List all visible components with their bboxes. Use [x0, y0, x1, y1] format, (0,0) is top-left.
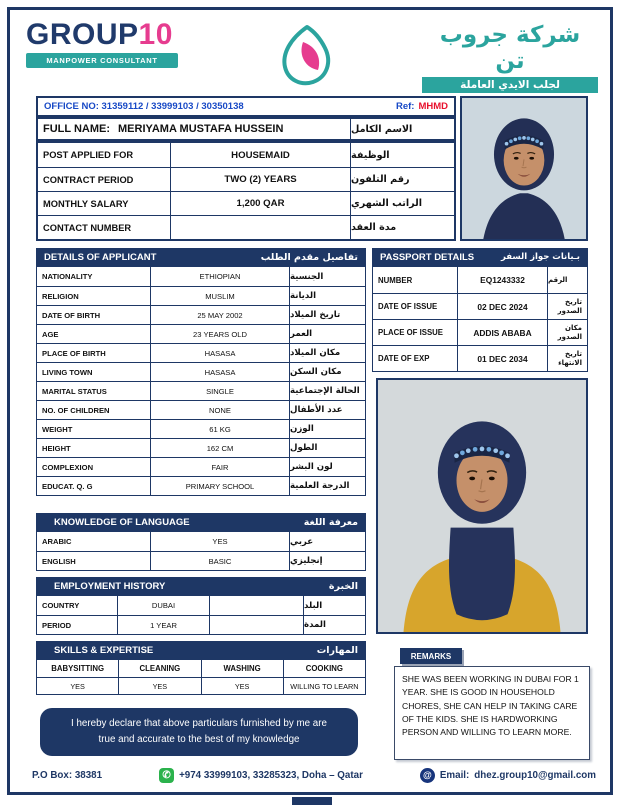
field-value: SINGLE — [150, 382, 289, 400]
field-value: ETHIOPIAN — [150, 267, 289, 286]
field-label: MONTHLY SALARY — [43, 198, 129, 209]
phone-group — [159, 768, 363, 783]
declaration-text: I hereby declare that above particulars furnished by me are true and accurate to the best of my knowledge — [71, 718, 327, 745]
table-row — [37, 267, 365, 286]
remarks-title: REMARKS — [410, 651, 452, 661]
table-row — [37, 381, 365, 400]
language-title-arabic: معرفة اللغة — [303, 516, 358, 528]
table-row — [37, 286, 365, 305]
skills-title: SKILLS & EXPERTISE — [54, 644, 154, 656]
field-label-arabic: عربي — [289, 532, 365, 551]
field-label: COMPLEXION — [42, 462, 94, 472]
company-name-block — [422, 22, 598, 93]
fullname-cell — [38, 119, 350, 139]
field-value: 01 DEC 2034 — [457, 346, 547, 371]
field-value: 25 MAY 2002 — [150, 306, 289, 324]
table-row — [38, 215, 454, 239]
field-label: NO. OF CHILDREN — [42, 405, 110, 415]
field-label: COUNTRY — [42, 601, 80, 610]
field-label: NUMBER — [378, 275, 413, 285]
field-value: 1 YEAR — [117, 616, 209, 634]
field-label: ARABIC — [42, 537, 72, 546]
field-value: HOUSEMAID — [170, 143, 350, 167]
field-value: FAIR — [150, 458, 289, 476]
field-label: AGE — [42, 329, 59, 339]
field-value: TWO (2) YEARS — [170, 168, 350, 191]
field-value — [170, 216, 350, 239]
field-label: NATIONALITY — [42, 272, 93, 281]
remarks-text: SHE WAS BEEN WORKING IN DUBAI FOR 1 YEAR. SHE IS GOOD IN HOUSEHOLD CHORES, SHE CAN HELP IN TAKING CARE OF THE KIDS. SHE IS HARDWORKING PERSON AND WILLING TO LEARN MORE. — [402, 674, 579, 738]
field-label-arabic: تاريخ الانتهاء — [547, 346, 587, 371]
field-label-arabic: الوظيفة — [350, 143, 454, 167]
logo-mark-icon — [272, 22, 342, 90]
empty-cell — [209, 616, 303, 634]
field-label: ENGLISH — [42, 556, 76, 566]
table-row — [38, 191, 454, 215]
details-title-arabic: تفاصيل مقدم الطلب — [260, 251, 358, 263]
field-label-arabic: مكان الصدور — [547, 320, 587, 345]
table-row — [37, 476, 365, 495]
employment-section-header — [36, 577, 366, 595]
table-row — [38, 167, 454, 191]
table-row — [373, 345, 587, 371]
column-header: CLEANING — [118, 660, 200, 677]
field-label: EDUCAT. Q. G — [42, 481, 93, 491]
field-value: 23 YEARS OLD — [150, 325, 289, 343]
table-row — [37, 596, 365, 615]
skills-header-row — [37, 660, 365, 677]
field-label-arabic: البلد — [303, 596, 365, 615]
ref-label: Ref: — [395, 101, 415, 112]
field-value: HASASA — [150, 344, 289, 362]
field-label-arabic: الرقم — [547, 267, 587, 293]
logo-group-text: GROUP — [26, 18, 139, 51]
table-row — [37, 457, 365, 476]
field-label: DATE OF EXP — [378, 354, 430, 363]
field-label-arabic: رقم التلفون — [350, 168, 454, 191]
skills-section-header — [36, 641, 366, 659]
fullname-label-arabic: الاسم الكامل — [350, 119, 454, 139]
employment-table — [36, 595, 366, 635]
field-label: WEIGHT — [42, 424, 73, 434]
field-label: HEIGHT — [42, 443, 71, 453]
field-label-arabic: الراتب الشهري — [350, 192, 454, 215]
remarks-box — [394, 666, 590, 760]
fullname-row — [36, 117, 456, 141]
field-label-arabic: إنجليزي — [289, 552, 365, 570]
field-label: POST APPLIED FOR — [43, 150, 134, 160]
table-row — [373, 293, 587, 319]
passport-section-header — [372, 248, 588, 266]
applicant-photo-large — [376, 378, 588, 634]
employment-title-arabic: الخبرة — [328, 580, 358, 592]
whatsapp-icon: ✆ — [159, 768, 174, 783]
field-label-arabic: مكان الميلاد — [289, 344, 365, 362]
bottom-page-tab — [292, 797, 332, 805]
email-label: Email: — [439, 769, 470, 781]
pobox-text: P.O Box: 38381 — [32, 769, 103, 781]
field-label-arabic: الدرجة العلمية — [289, 477, 365, 495]
table-row — [37, 305, 365, 324]
table-row — [37, 400, 365, 419]
field-value: NONE — [150, 401, 289, 419]
field-label: RELIGION — [42, 291, 79, 301]
language-table — [36, 531, 366, 571]
field-label-arabic: العمر — [289, 325, 365, 343]
table-row — [373, 267, 587, 293]
email-group — [420, 768, 596, 783]
skill-value: YES — [118, 678, 200, 694]
company-name-arabic: شركة جروب تن — [439, 22, 581, 74]
logo-ten-text: 10 — [138, 18, 173, 51]
empty-cell — [209, 596, 303, 615]
field-label-arabic: الطول — [289, 439, 365, 457]
fullname-value: MERIYAMA MUSTAFA HUSSEIN — [118, 123, 284, 135]
passport-table — [372, 266, 588, 372]
ref — [396, 101, 448, 112]
field-label-arabic: الحالة الإجتماعية — [289, 382, 365, 400]
applicant-photo-small — [460, 96, 588, 241]
table-row — [38, 143, 454, 167]
field-label-arabic: تاريخ الصدور — [547, 294, 587, 319]
field-value: MUSLIM — [150, 287, 289, 305]
language-section-header — [36, 513, 366, 531]
email-address: dhez.group10@gmail.com — [474, 769, 596, 781]
page-border — [7, 7, 613, 795]
skill-value: YES — [201, 678, 283, 694]
identity-table — [36, 141, 456, 241]
table-row — [37, 419, 365, 438]
field-label-arabic: الجنسية — [289, 267, 365, 286]
table-row — [37, 551, 365, 570]
field-value: 61 KG — [150, 420, 289, 438]
field-label-arabic: تاريخ الميلاد — [289, 306, 365, 324]
field-value: HASASA — [150, 363, 289, 381]
field-label: PLACE OF ISSUE — [378, 328, 443, 337]
field-label: CONTACT NUMBER — [43, 222, 132, 233]
field-label-arabic: مكان السكن — [289, 363, 365, 381]
ref-value: MHMD — [418, 101, 448, 112]
field-label-arabic: لون البشر — [289, 458, 365, 476]
field-value: 1,200 QAR — [170, 192, 350, 215]
field-value: BASIC — [150, 552, 289, 570]
table-row — [37, 615, 365, 634]
skill-value: WILLING TO LEARN — [283, 678, 365, 694]
field-label: CONTRACT PERIOD — [43, 174, 134, 185]
details-table — [36, 266, 366, 496]
table-row — [37, 362, 365, 381]
phone-numbers: +974 33999103, 33285323, Doha – Qatar — [179, 769, 363, 781]
field-value: 02 DEC 2024 — [457, 294, 547, 319]
field-value: PRIMARY SCHOOL — [150, 477, 289, 495]
field-value: ADDIS ABABA — [457, 320, 547, 345]
logo-tagline: MANPOWER CONSULTANT — [26, 53, 178, 68]
passport-title-arabic: بـيانات جواز السفر — [500, 252, 580, 262]
field-label-arabic: مدة العقد — [350, 216, 454, 239]
field-value: DUBAI — [117, 596, 209, 615]
field-label-arabic: عدد الأطفال — [289, 401, 365, 419]
details-section-header — [36, 248, 366, 266]
table-row — [37, 532, 365, 551]
employment-title: EMPLOYMENT HISTORY — [54, 580, 166, 592]
skills-value-row — [37, 677, 365, 694]
field-label: LIVING TOWN — [42, 367, 93, 377]
language-title: KNOWLEDGE OF LANGUAGE — [54, 516, 190, 528]
office-number: OFFICE NO: 31359112 / 33999103 / 30350138 — [44, 101, 244, 112]
table-row — [37, 324, 365, 343]
column-header: COOKING — [283, 660, 365, 677]
table-row — [373, 319, 587, 345]
field-value: EQ1243332 — [457, 267, 547, 293]
column-header: BABYSITTING — [51, 664, 105, 673]
field-value: YES — [150, 532, 289, 551]
brand-logo-text — [26, 20, 178, 50]
field-value: 162 CM — [150, 439, 289, 457]
field-label: PLACE OF BIRTH — [42, 348, 106, 358]
email-icon: @ — [420, 768, 435, 783]
table-row — [37, 343, 365, 362]
field-label: PERIOD — [42, 620, 72, 630]
field-label-arabic: المدة — [303, 616, 365, 634]
field-label: DATE OF BIRTH — [42, 310, 101, 320]
field-label-arabic: الديانة — [289, 287, 365, 305]
field-label-arabic: الوزن — [289, 420, 365, 438]
company-tagline-arabic: لجلب الايدي العاملة — [422, 77, 598, 93]
brand-logo — [26, 20, 178, 68]
declaration-box — [40, 708, 358, 756]
field-label: DATE OF ISSUE — [378, 302, 438, 311]
details-title: DETAILS OF APPLICANT — [44, 251, 157, 263]
skill-value: YES — [70, 681, 85, 691]
column-header: WASHING — [201, 660, 283, 677]
passport-title: PASSPORT DETAILS — [380, 251, 475, 263]
field-label: MARITAL STATUS — [42, 386, 107, 396]
footer — [32, 766, 596, 784]
office-row — [36, 96, 456, 117]
skills-table — [36, 659, 366, 695]
remarks-header — [400, 648, 462, 664]
table-row — [37, 438, 365, 457]
fullname-label: FULL NAME: — [43, 123, 111, 135]
skills-title-arabic: المهارات — [316, 644, 358, 656]
